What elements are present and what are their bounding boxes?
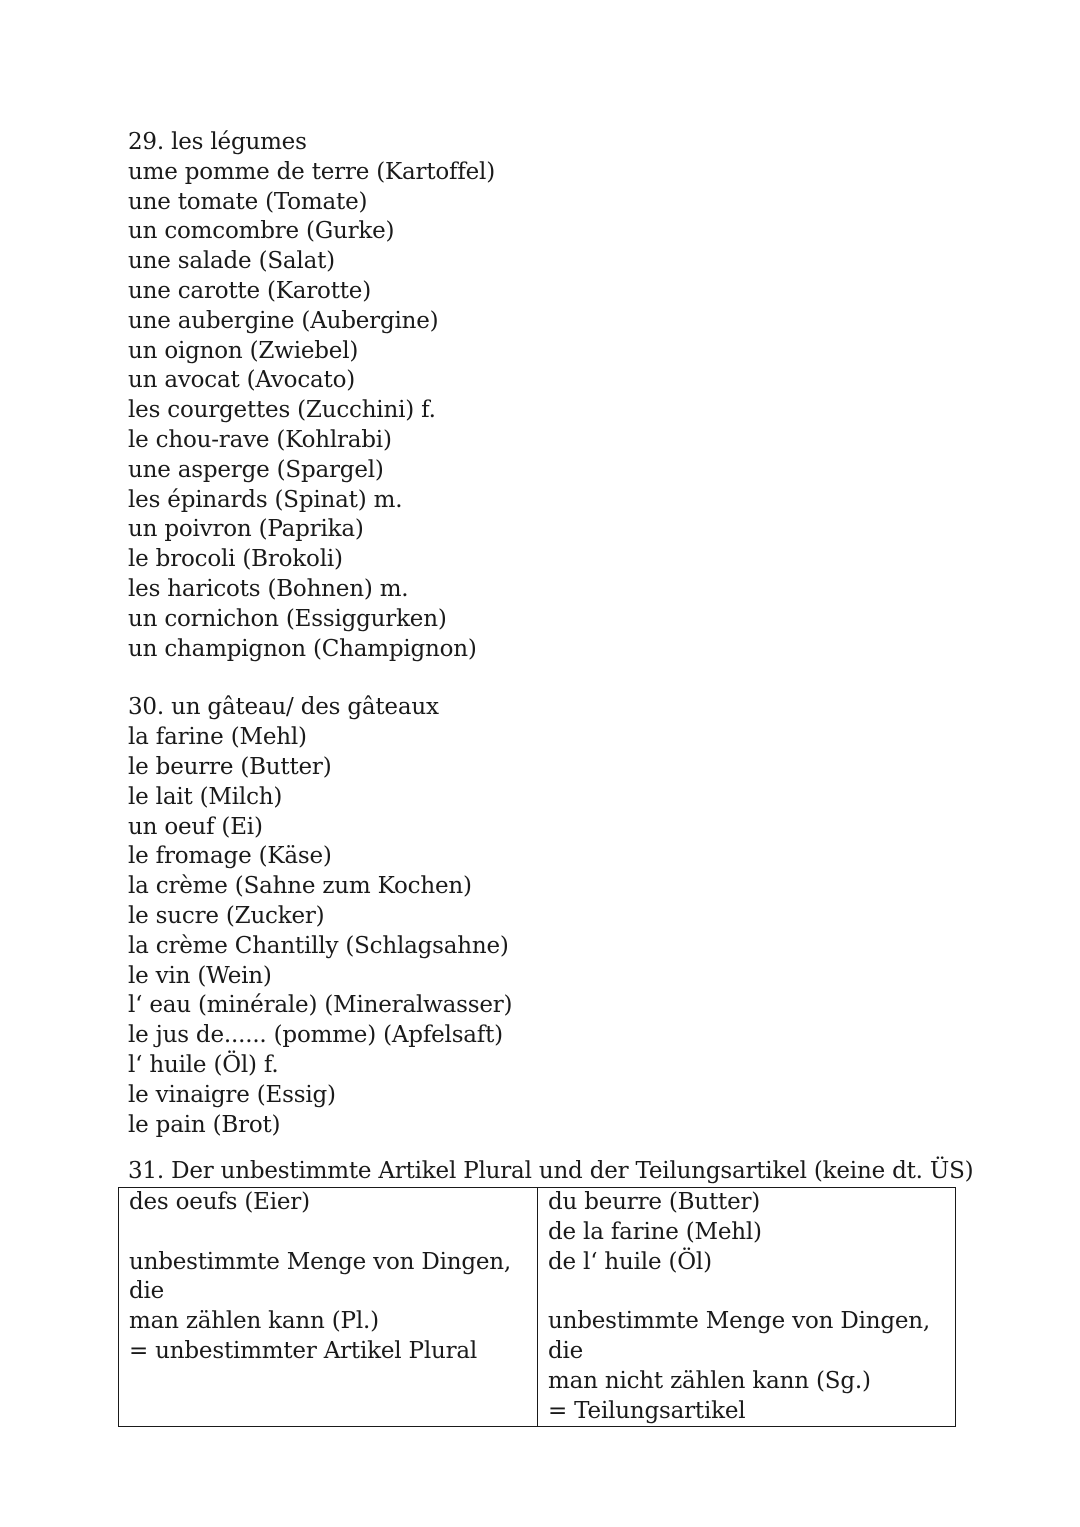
vocab-item: le jus de...... (pomme) (Apfelsaft) [128, 1022, 503, 1049]
vocab-item: la crème (Sahne zum Kochen) [128, 873, 472, 900]
vocab-item: la crème Chantilly (Schlagsahne) [128, 932, 509, 959]
vocab-item: l‘ huile (Öl) f. [128, 1051, 279, 1078]
example-text: du beurre (Butter) [548, 1189, 761, 1216]
vocab-item: le fromage (Käse) [128, 843, 332, 870]
vocab-item: ume pomme de terre (Kartoffel) [128, 158, 495, 185]
vocab-item: le sucre (Zucker) [128, 902, 325, 929]
vocab-item: un comcombre (Gurke) [128, 218, 395, 245]
vocab-item: les épinards (Spinat) m. [128, 486, 403, 513]
example-text: de la farine (Mehl) [548, 1218, 762, 1245]
vocab-item: la farine (Mehl) [128, 724, 307, 751]
vocab-item: un cornichon (Essiggurken) [128, 605, 447, 632]
description-text: unbestimmte Menge von Dingen, die [548, 1308, 930, 1365]
section-31-articles [128, 1157, 974, 1427]
vocab-item: le beurre (Butter) [128, 753, 332, 780]
table-cell-partitive [538, 1188, 956, 1427]
vocab-item: un oignon (Zwiebel) [128, 337, 359, 364]
section-29-vegetables [128, 128, 958, 664]
vocab-item: les courgettes (Zucchini) f. [128, 397, 436, 424]
vocab-item: une salade (Salat) [128, 248, 335, 275]
vocab-item: une asperge (Spargel) [128, 456, 384, 483]
description-text: man nicht zählen kann (Sg.) [548, 1367, 871, 1394]
vocab-item: les haricots (Bohnen) m. [128, 575, 409, 602]
vocab-item: un poivron (Paprika) [128, 516, 364, 543]
section-31-heading: 31. Der unbestimmte Artikel Plural und der Teilungsartikel (keine dt. ÜS) [128, 1158, 974, 1185]
description-text: man zählen kann (Pl.) [129, 1308, 379, 1335]
vocab-item: le chou-rave (Kohlrabi) [128, 426, 392, 453]
result-text: = unbestimmter Artikel Plural [129, 1338, 478, 1365]
document-page [128, 128, 974, 1427]
table-cell-indefinite-plural [119, 1188, 538, 1427]
section-30-cake [128, 693, 958, 1140]
example-text: des oeufs (Eier) [129, 1189, 310, 1216]
vocab-item: le brocoli (Brokoli) [128, 546, 343, 573]
vocab-item: un champignon (Champignon) [128, 635, 477, 662]
vocab-item: une carotte (Karotte) [128, 277, 371, 304]
vocab-item: un oeuf (Ei) [128, 813, 263, 840]
vocab-item: le vinaigre (Essig) [128, 1081, 336, 1108]
vocab-item: un avocat (Avocato) [128, 367, 355, 394]
vocab-item: l‘ eau (minérale) (Mineralwasser) [128, 992, 513, 1019]
vocab-item: une tomate (Tomate) [128, 188, 368, 215]
description-text: unbestimmte Menge von Dingen, die [129, 1248, 511, 1305]
result-text: = Teilungsartikel [548, 1397, 746, 1424]
section-30-heading: 30. un gâteau/ des gâteaux [128, 694, 439, 721]
vocab-item: le vin (Wein) [128, 962, 272, 989]
vocab-item: une aubergine (Aubergine) [128, 307, 439, 334]
example-text: de l‘ huile (Öl) [548, 1248, 712, 1275]
section-29-heading: 29. les légumes [128, 129, 307, 155]
vocab-item: le pain (Brot) [128, 1111, 281, 1138]
vocab-item: le lait (Milch) [128, 783, 283, 810]
article-comparison-table [118, 1187, 956, 1427]
